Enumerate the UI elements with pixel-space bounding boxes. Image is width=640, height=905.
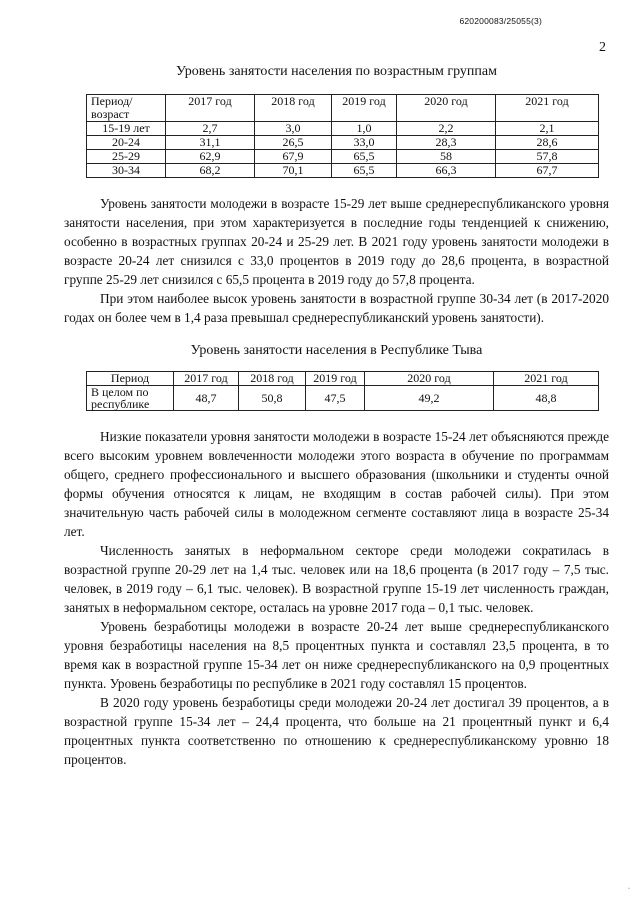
text-block-youth-employment [64, 194, 609, 327]
table-cell: 67,7 [496, 164, 599, 178]
table-row [87, 164, 599, 178]
table-cell: 47,5 [306, 386, 365, 411]
age-table-title: Уровень занятости населения по возрастным группам [176, 64, 497, 79]
table-cell: 3,0 [255, 122, 332, 136]
table-row [87, 150, 599, 164]
document-page [64, 64, 609, 769]
paragraph: Численность занятых в неформальном секторе среди молодежи сократилась в возрастной группе 20-29 лет на 1,4 тыс. человек или на 18,6 процента (в 2017 году – 7,5 тыс. человек, в 2019 году – 6,1 тыс. человек). В возрастной группе 15-19 лет численность граждан, занятых в неформальном секторе, осталась на уровне 2017 года – 0,1 тыс. человек. [64, 543, 609, 615]
table-header-cell: 2017 год [174, 372, 239, 386]
republic-employment-table [86, 371, 599, 411]
table-cell: 57,8 [496, 150, 599, 164]
page-number: 2 [599, 40, 606, 55]
table-header-cell: 2019 год [332, 95, 397, 122]
table-cell: 66,3 [397, 164, 496, 178]
table-header-cell: 2017 год [166, 95, 255, 122]
table-row [87, 136, 599, 150]
table-cell: 68,2 [166, 164, 255, 178]
table-cell: 65,5 [332, 150, 397, 164]
table-cell: 58 [397, 150, 496, 164]
table-cell: 48,8 [494, 386, 599, 411]
table-cell: 70,1 [255, 164, 332, 178]
table-header-cell: 2018 год [239, 372, 306, 386]
table-cell: 30-34 [87, 164, 166, 178]
text-block-unemployment [64, 427, 609, 769]
table-cell: 49,2 [365, 386, 494, 411]
table-cell: 26,5 [255, 136, 332, 150]
republic-table-title: Уровень занятости населения в Республике Тыва [190, 343, 483, 358]
table-header-row [87, 372, 599, 386]
scan-mark: ᵕ [627, 884, 630, 893]
table-cell: 2,2 [397, 122, 496, 136]
paragraph: Низкие показатели уровня занятости молодежи в возрасте 15-24 лет объясняются прежде всего высоким уровнем вовлеченности молодежи этого возраста в обучение по программам общего, среднего профессионального и высшего образования (школьники и студенты очной формы обучения относятся к лицам, не входящим в состав рабочей силы). При этом значительную часть рабочей силы в молодежном сегменте составляют лица в возрасте 25-34 лет. [64, 429, 609, 539]
table-cell: 25-29 [87, 150, 166, 164]
table-cell: В целом по республике [87, 386, 174, 411]
table-cell: 33,0 [332, 136, 397, 150]
table-cell: 50,8 [239, 386, 306, 411]
paragraph: Уровень безработицы молодежи в возрасте 20-24 лет выше среднереспубликанского уровня безработицы населения на 8,5 процентных пункта и составлял 23,5 процента, в то время как в возрастной группе 15-34 лет он ниже среднереспубликанского на 0,9 процентных пункта. Уровень безработицы по республике в 2021 году составлял 15 процентов. [64, 619, 609, 691]
age-employment-table [86, 94, 599, 178]
paragraph: В 2020 году уровень безработицы среди молодежи 20-24 лет достигал 39 процентов, а в возрастной группе 15-34 лет – 24,4 процента, что больше на 21 процентный пункт и 6,4 процентных пункта соответственно по отношению к среднереспубликанскому уровню 18 процентов. [64, 695, 609, 767]
table-cell: 15-19 лет [87, 122, 166, 136]
table-header-cell: 2019 год [306, 372, 365, 386]
table-header-cell: Период/ возраст [87, 95, 166, 122]
table-cell: 28,3 [397, 136, 496, 150]
table-cell: 31,1 [166, 136, 255, 150]
document-id: 620200083/25055(3) [459, 16, 542, 26]
table-row [87, 122, 599, 136]
table-cell: 20-24 [87, 136, 166, 150]
table-cell: 2,1 [496, 122, 599, 136]
table-cell: 62,9 [166, 150, 255, 164]
table-cell: 67,9 [255, 150, 332, 164]
paragraph: Уровень занятости молодежи в возрасте 15-29 лет выше среднереспубликанского уровня занятости населения, при этом характеризуется в последние годы тенденцией к снижению, особенно в возрастных группах 20-24 и 25-29 лет. В 2021 году уровень занятости молодежи в возрасте 20-24 лет снизился с 33,0 процентов в 2019 году до 28,6 процента, в возрастной группе 25-29 лет снизился с 65,5 процента в 2019 году до 57,8 процента. [64, 196, 609, 287]
table-header-cell: 2020 год [397, 95, 496, 122]
table-header-cell: 2020 год [365, 372, 494, 386]
table-header-cell: Период [87, 372, 174, 386]
paragraph: При этом наиболее высок уровень занятости в возрастной группе 30-34 лет (в 2017-2020 годах он более чем в 1,4 раза превышал среднереспубликанский уровень занятости). [64, 291, 609, 325]
table-header-cell: 2021 год [496, 95, 599, 122]
table-cell: 48,7 [174, 386, 239, 411]
table-cell: 2,7 [166, 122, 255, 136]
table-cell: 28,6 [496, 136, 599, 150]
table-header-cell: 2021 год [494, 372, 599, 386]
table-header-row [87, 95, 599, 122]
table-cell: 65,5 [332, 164, 397, 178]
table-row [87, 386, 599, 411]
table-cell: 1,0 [332, 122, 397, 136]
table-header-cell: 2018 год [255, 95, 332, 122]
